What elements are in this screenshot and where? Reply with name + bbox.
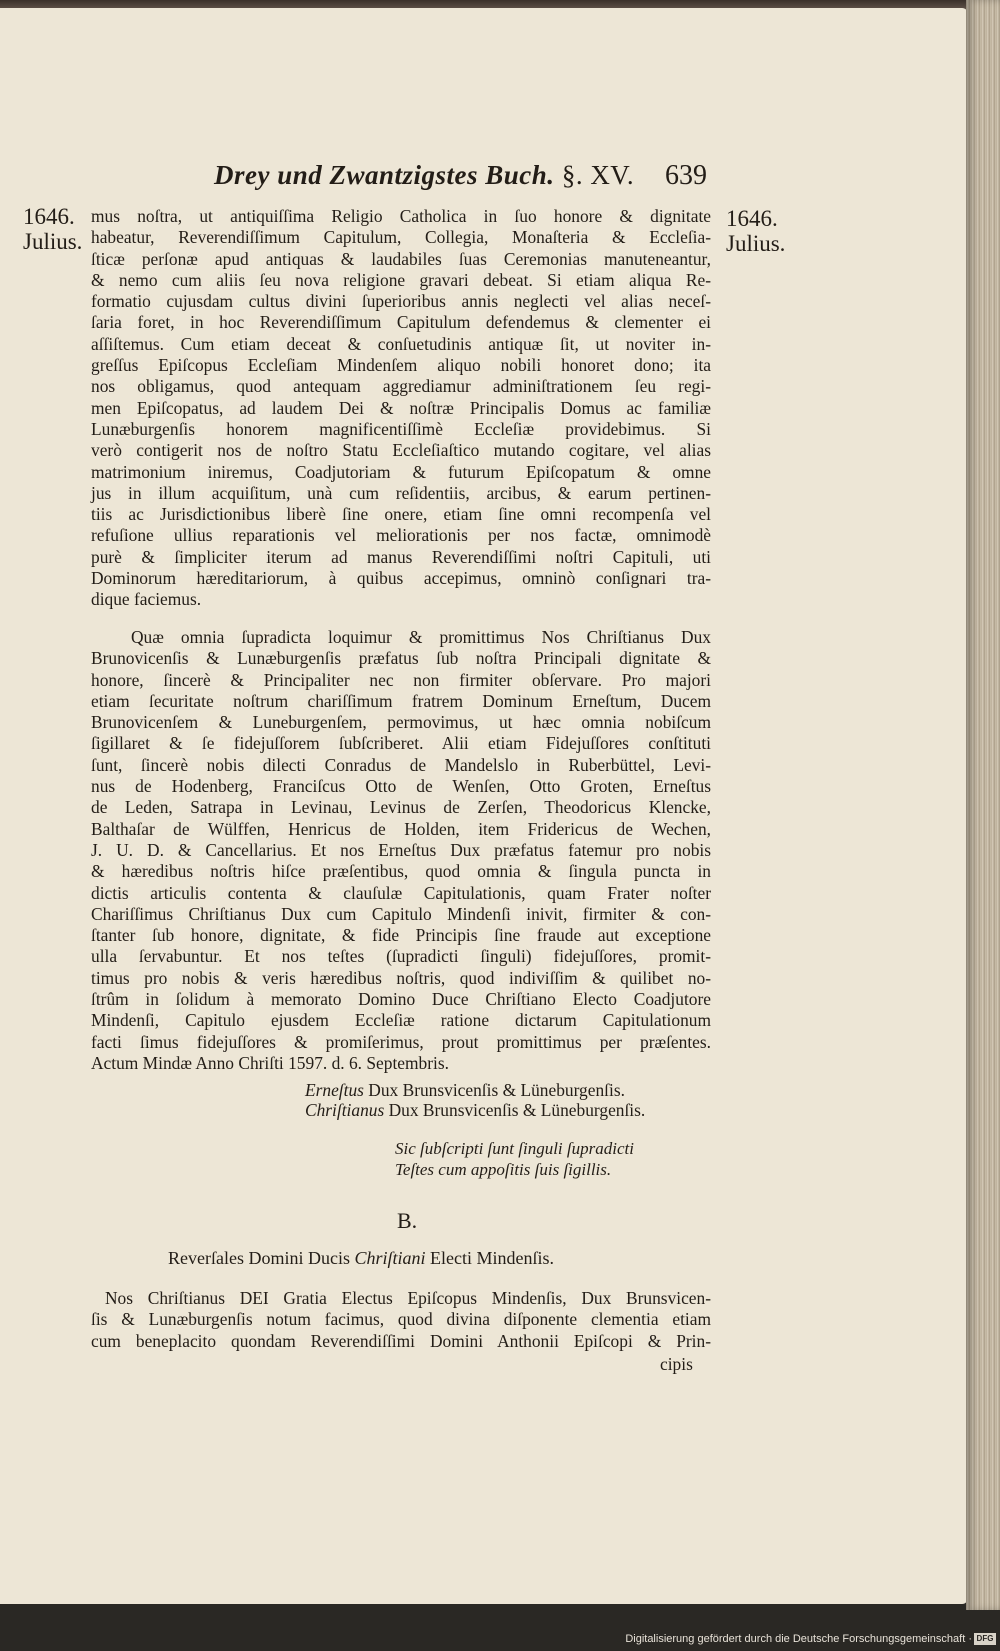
catchword: cipis <box>660 1354 693 1374</box>
text-line: habeatur, Reverendiſſimum Capitulum, Collegia, Monaſteria & Eccleſia- <box>91 227 711 248</box>
left-margin-month: Julius. <box>23 229 83 254</box>
text-line: J. U. D. & Cancellarius. Et nos Erneſtus Dux præfatus fatemur pro nobis <box>91 839 711 860</box>
witness-note-line: Sic ſubſcripti ſunt ſinguli ſupradicti <box>395 1139 634 1158</box>
signature-title: Dux Brunsvicenſis & Lüneburgenſis. <box>368 1080 625 1100</box>
section-title-post: Electi Mindenſis. <box>429 1248 554 1268</box>
text-line: dictis articulis contenta & clauſulæ Capitulationis, quam Frater noſter <box>91 882 711 903</box>
text-line: men Epiſcopatus, ad laudem Dei & noſtræ Principalis Domus ac familiæ <box>91 397 711 418</box>
text-line: ſis & Lunæburgenſis notum facimus, quod divina diſponente clementia etiam <box>91 1309 711 1330</box>
text-line: dique faciemus. <box>91 589 202 610</box>
left-margin-year: 1646. <box>23 204 75 229</box>
text-line: Chariſſimus Chriſtianus Dux cum Capitulo Mindenſi inivit, firmiter & con- <box>91 903 711 924</box>
text-line: Dominorum hæreditariorum, à quibus accepimus, omninò conſignari tra- <box>91 568 711 589</box>
text-line: tiis ac Jurisdictionibus liberè ſine onere, etiam ſine omni recompenſa vel <box>91 504 711 525</box>
paragraph-capitulation-terms <box>91 206 711 611</box>
paragraph-reversales <box>91 1288 711 1352</box>
text-line: nus de Hodenberg, Franciſcus Otto de Wenſen, Otto Groten, Erneſtus <box>91 776 711 797</box>
text-line: purè & ſimpliciter iterum ad manus Reverendiſſimi noſtri Capituli, uti <box>91 546 711 567</box>
text-line: matrimonium iniremus, Coadjutoriam & futurum Epiſcopatum & omne <box>91 461 711 482</box>
text-line: facti ſimus fidejuſſores & promiſerimus, prout promittimus per præſentes. <box>91 1031 711 1052</box>
section-mark: §. XV. <box>561 160 635 190</box>
text-line: Brunovicenſem & Luneburgenſem, permovimus, ut hæc omnia nobiſcum <box>91 712 711 733</box>
text-line: ſigillaret & ſe fidejuſſorem ſubſcriberet. Alii etiam Fidejuſſores conſtituti <box>91 733 711 754</box>
paragraph-guarantors <box>91 627 711 1074</box>
section-title-pre: Reverſales Domini Ducis <box>168 1248 350 1268</box>
right-margin-month: Julius. <box>726 231 786 256</box>
text-line: & hæredibus noſtris hiſce præſentibus, quod omnia & ſingula puncta in <box>91 861 711 882</box>
text-line: ſtrûm in ſolidum à memorato Domino Duce Chriſtiano Electo Coadjutore <box>91 989 711 1010</box>
section-letter: B. <box>397 1208 418 1233</box>
text-line: honore, ſincerè & Principaliter nec non firmiter obſervare. Pro majori <box>91 669 711 690</box>
text-line: Balthaſar de Wülffen, Henricus de Holden, item Fridericus de Wechen, <box>91 818 711 839</box>
text-line: verò contigerit nos de noſtro Statu Eccleſiaſtico mutando cogitare, vel alias <box>91 440 711 461</box>
section-title <box>168 1248 554 1269</box>
book-fore-edge <box>966 0 1000 1610</box>
left-margin-date <box>23 204 82 254</box>
signature-title: Dux Brunsvicenſis & Lüneburgenſis. <box>388 1100 646 1120</box>
page-number: 639 <box>665 160 707 191</box>
running-title: Drey und Zwantzigstes Buch. <box>214 160 555 190</box>
text-line: Mindenſi, Capitulo ejusdem Eccleſiæ ratione dictarum Capitulationum <box>91 1010 711 1031</box>
right-margin-year: 1646. <box>726 206 778 231</box>
book-page <box>0 8 968 1604</box>
text-line: Nos Chriſtianus DEI Gratia Electus Epiſcopus Mindenſis, Dux Brunsvicen- <box>105 1288 711 1308</box>
text-line: ſunt, ſincerè nobis dilecti Conradus de Mandelslo in Ruberbüttel, Levi- <box>91 754 711 775</box>
text-line: Lunæburgenſis honorem magnificentiſſimè Eccleſiæ providebimus. Si <box>91 418 711 439</box>
text-line: formatio cujusdam cultus divini ſuperioribus annis neglecti vel alias neceſ- <box>91 291 711 312</box>
text-line: refuſione ullius reparationis vel meliorationis per nos factæ, omnimodè <box>91 525 711 546</box>
text-line: ulla ſervabuntur. Et nos teſtes (ſupradicti ſinguli) fidejuſſores, promit- <box>91 946 711 967</box>
text-line: ſaria foret, in hoc Reverendiſſimum Capitulum defendemus & clementer ei <box>91 312 711 333</box>
text-line: greſſus Epiſcopus Eccleſiam Mindenſem aliquo nobili honoret dono; ita <box>91 355 711 376</box>
section-title-name: Chriſtiani <box>354 1248 426 1268</box>
text-line: ſticæ perſonæ apud antiquas & laudabiles ſuas Ceremonias manuteneantur, <box>91 248 711 269</box>
text-line: aſſiſtemus. Cum etiam deceat & conſuetudinis antiquæ ſit, ut noviter in- <box>91 333 711 354</box>
text-line: ſtanter ſub honore, dignitate, & fide Principis ſine fraude aut exceptione <box>91 925 711 946</box>
dfg-logo: DFG <box>974 1633 996 1645</box>
digitization-credit: Digitalisierung gefördert durch die Deutsche Forschungsgemeinschaft · <box>625 1633 972 1645</box>
text-line: timus pro nobis & veris hæredibus noſtris, quod indiviſſim & quilibet no- <box>91 967 711 988</box>
text-line: de Leden, Satrapa in Levinau, Levinus de Zerſen, Theodoricus Klencke, <box>91 797 711 818</box>
signature-name: Chriſtianus <box>305 1100 385 1120</box>
right-margin-date <box>726 206 785 256</box>
text-line: & nemo cum aliis ſeu nova religione gravari debeat. Si etiam aliqua Re- <box>91 269 711 290</box>
text-line: nos obligamus, quod antequam aggrediamur adminiſtrationem ſeu regi- <box>91 376 711 397</box>
signature-name: Erneſtus <box>305 1080 364 1100</box>
text-line: mus noſtra, ut antiquiſſima Religio Catholica in ſuo honore & dignitate <box>91 206 711 226</box>
text-line: cum beneplacito quondam Reverendiſſimi Domini Anthonii Epiſcopi & Prin- <box>91 1330 711 1351</box>
text-line: jus in illum acquiſitum, unà cum reſidentiis, arcibus, & earum pertinen- <box>91 482 711 503</box>
signature-christianus <box>305 1100 645 1120</box>
text-line: Quæ omnia ſupradicta loquimur & promittimus Nos Chriſtianus Dux <box>131 627 711 647</box>
text-line: Actum Mindæ Anno Chriſti 1597. d. 6. Septembris. <box>91 1052 449 1073</box>
witness-note-line: Teſtes cum appoſitis ſuis ſigillis. <box>395 1160 612 1179</box>
text-line: Brunovicenſis & Lunæburgenſis præfatus ſub noſtra Principali dignitate & <box>91 648 711 669</box>
running-head <box>214 160 714 191</box>
text-line: etiam ſecuritate noſtrum chariſſimum fratrem Dominum Erneſtum, Ducem <box>91 690 711 711</box>
signature-ernestus <box>305 1080 625 1100</box>
